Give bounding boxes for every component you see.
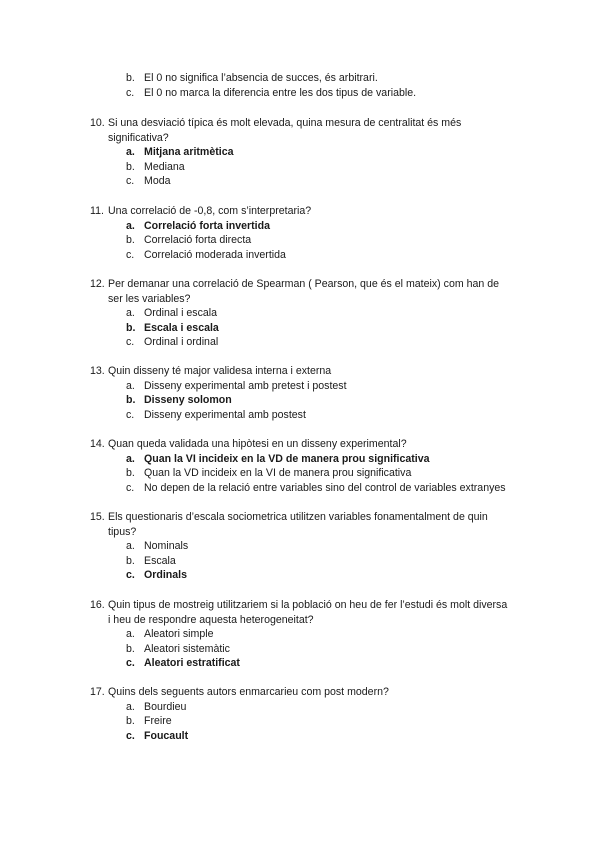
option-text: El 0 no marca la diferencia entre les dos tipus de variable. bbox=[144, 86, 417, 99]
option-letter: a. bbox=[126, 628, 135, 640]
option-text: Moda bbox=[144, 175, 171, 187]
option-text: Escala i escala bbox=[144, 321, 219, 334]
answer-option bbox=[126, 248, 286, 263]
option-letter: c. bbox=[126, 408, 135, 421]
option-text: Disseny experimental amb pretest i postest bbox=[144, 379, 347, 392]
question-number: 16. bbox=[90, 599, 105, 611]
answer-option bbox=[126, 714, 172, 729]
option-letter: b. bbox=[126, 72, 135, 84]
question-number: 10. bbox=[90, 117, 105, 129]
option-text: Mediana bbox=[144, 160, 185, 173]
option-letter: b. bbox=[126, 160, 135, 173]
answer-option bbox=[126, 700, 186, 715]
option-text: Correlació moderada invertida bbox=[144, 248, 286, 261]
option-letter: c. bbox=[126, 175, 135, 187]
answer-option bbox=[126, 452, 430, 467]
answer-option bbox=[126, 335, 218, 350]
option-text: El 0 no significa l’absencia de succes, és arbitrari. bbox=[144, 72, 378, 84]
answer-option bbox=[126, 642, 230, 657]
option-letter: b. bbox=[126, 467, 135, 479]
question-text: Els questionaris d’escala sociometrica utilitzen variables fonamentalment de quin bbox=[108, 511, 488, 523]
question-number: 15. bbox=[90, 511, 105, 523]
question-text: Una correlació de -0,8, com s’interpretaria? bbox=[108, 205, 312, 217]
option-letter: b. bbox=[126, 554, 135, 567]
question-number: 12. bbox=[90, 278, 105, 290]
question-text: i heu de respondre aquesta heterogeneitat? bbox=[108, 613, 314, 626]
answer-option bbox=[126, 379, 347, 394]
option-text: No depen de la relació entre variables sino del control de variables extranyes bbox=[144, 481, 506, 494]
question-text: tipus? bbox=[108, 525, 137, 538]
option-letter: a. bbox=[126, 379, 135, 392]
option-letter: a. bbox=[126, 307, 135, 319]
option-letter: c. bbox=[126, 336, 135, 348]
option-text: Ordinal i ordinal bbox=[144, 336, 219, 348]
answer-option bbox=[126, 219, 270, 234]
answer-option bbox=[126, 568, 187, 583]
question-number: 11. bbox=[90, 205, 104, 217]
option-letter: a. bbox=[126, 452, 135, 465]
option-text: Aleatori simple bbox=[144, 628, 214, 640]
answer-option bbox=[126, 233, 251, 248]
answer-option bbox=[126, 481, 506, 496]
option-letter: c. bbox=[126, 86, 135, 99]
question-text: significativa? bbox=[108, 131, 169, 144]
answer-option bbox=[126, 554, 176, 569]
question-text: Quan queda validada una hipòtesi en un disseny experimental? bbox=[108, 438, 407, 450]
question-number: 14. bbox=[90, 438, 105, 450]
option-letter: a. bbox=[126, 219, 135, 232]
option-text: Escala bbox=[144, 554, 176, 567]
option-text: Correlació forta invertida bbox=[144, 219, 270, 232]
answer-option bbox=[126, 539, 188, 554]
question-text: Quin disseny té major validesa interna i externa bbox=[108, 365, 332, 377]
question-text: Si una desviació típica és molt elevada, quina mesura de centralitat és més bbox=[108, 117, 462, 129]
option-letter: b. bbox=[126, 715, 135, 727]
option-letter: a. bbox=[126, 700, 135, 713]
option-text: Nominals bbox=[144, 540, 189, 552]
option-letter: a. bbox=[126, 540, 135, 552]
question-number: 17. bbox=[90, 686, 105, 698]
question-text: Quins dels seguents autors enmarcarieu com post modern? bbox=[108, 686, 389, 698]
answer-option bbox=[126, 466, 411, 481]
question-number: 13. bbox=[90, 365, 105, 377]
option-text: Disseny experimental amb postest bbox=[144, 408, 306, 421]
answer-option bbox=[126, 86, 416, 101]
answer-option bbox=[126, 408, 306, 423]
answer-option bbox=[126, 627, 213, 642]
option-text: Ordinal i escala bbox=[144, 307, 218, 319]
answer-option bbox=[126, 71, 378, 86]
question-text: ser les variables? bbox=[108, 292, 191, 305]
option-text: Quan la VI incideix en la VD de manera prou significativa bbox=[144, 452, 430, 465]
option-text: Mitjana aritmètica bbox=[144, 146, 234, 158]
option-letter: b. bbox=[126, 642, 135, 655]
option-text: Foucault bbox=[144, 729, 189, 742]
option-letter: c. bbox=[126, 569, 135, 581]
option-letter: c. bbox=[126, 729, 135, 742]
option-text: Disseny solomon bbox=[144, 394, 232, 406]
option-text: Ordinals bbox=[144, 569, 187, 581]
answer-option bbox=[126, 656, 240, 671]
answer-option bbox=[126, 160, 185, 175]
option-text: Aleatori estratificat bbox=[144, 657, 240, 669]
option-letter: a. bbox=[126, 146, 135, 158]
option-text: Aleatori sistemàtic bbox=[144, 642, 230, 655]
answer-option bbox=[126, 321, 219, 336]
question-text: Quin tipus de mostreig utilitzariem si la població on heu de fer l’estudi és molt diversa bbox=[108, 599, 508, 611]
option-text: Correlació forta directa bbox=[144, 234, 252, 246]
answer-option bbox=[126, 145, 234, 160]
option-letter: b. bbox=[126, 394, 136, 406]
answer-option bbox=[126, 306, 217, 321]
option-letter: c. bbox=[126, 481, 135, 494]
answer-option bbox=[126, 174, 171, 189]
option-text: Bourdieu bbox=[144, 700, 187, 713]
option-text: Freire bbox=[144, 715, 172, 727]
option-letter: b. bbox=[126, 234, 135, 246]
answer-option bbox=[126, 729, 188, 744]
option-letter: c. bbox=[126, 657, 135, 669]
question-text: Per demanar una correlació de Spearman ( Pearson, que és el mateix) com han de bbox=[108, 278, 500, 290]
answer-option bbox=[126, 393, 232, 408]
option-text: Quan la VD incideix en la VI de manera prou significativa bbox=[144, 467, 412, 479]
option-letter: c. bbox=[126, 248, 135, 261]
option-letter: b. bbox=[126, 321, 136, 334]
